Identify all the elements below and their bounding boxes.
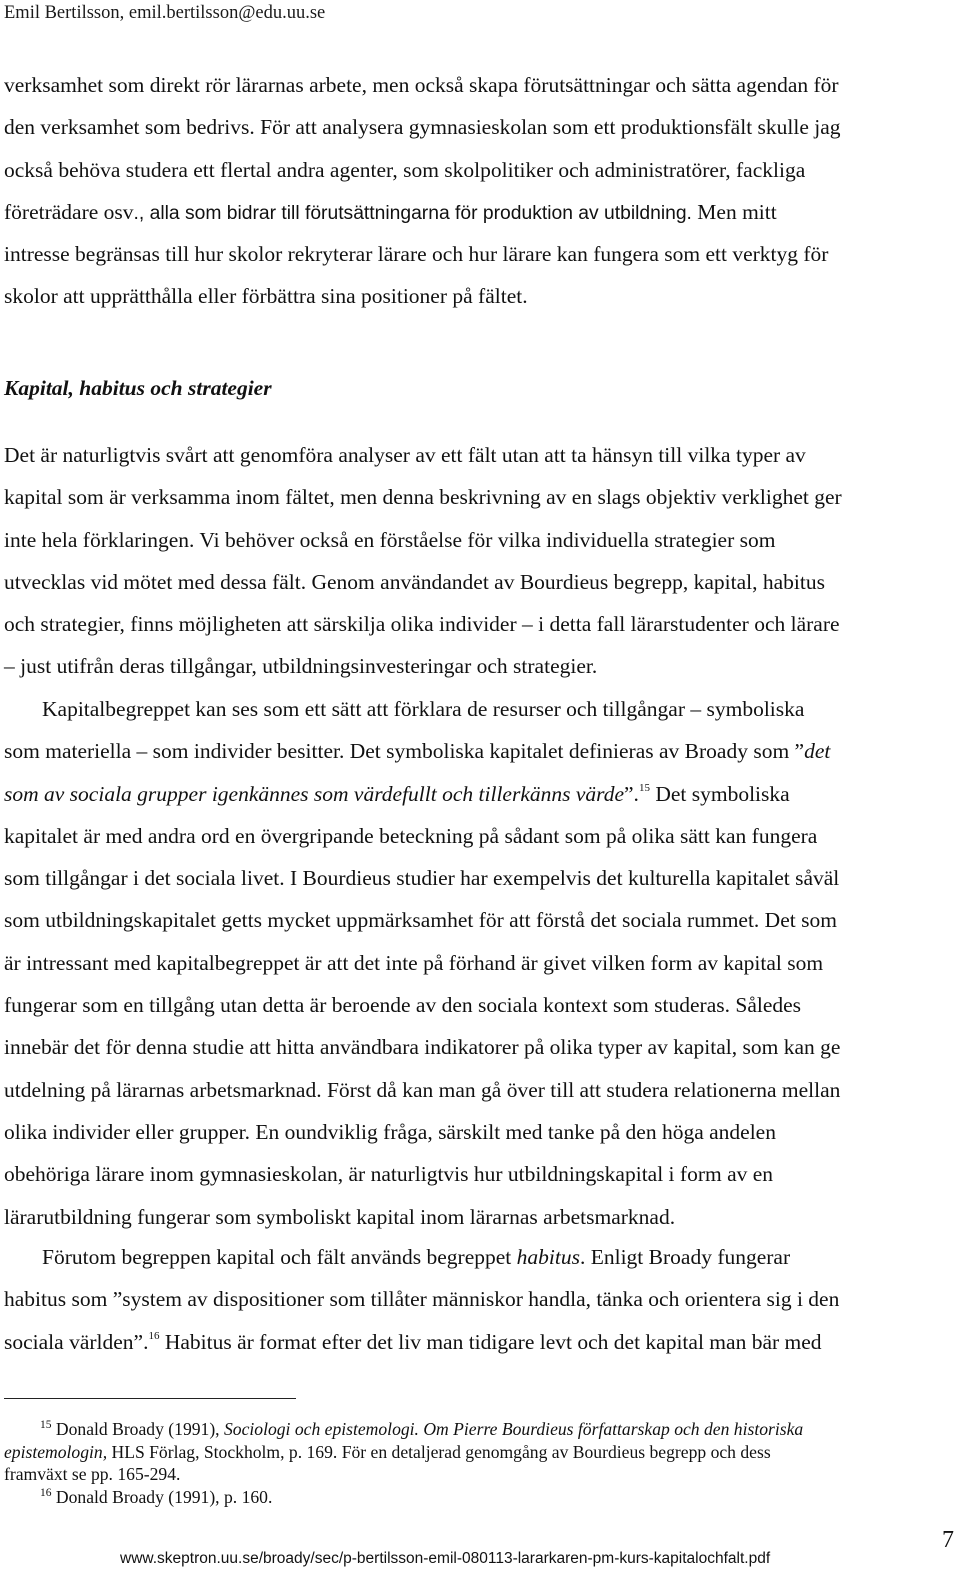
text-line [4, 773, 956, 815]
footnote-number: 16 [40, 1486, 52, 1499]
page-header: Emil Bertilsson, emil.bertilsson@edu.uu.se [4, 3, 326, 23]
text-line: utvecklas vid mötet med dessa fält. Genom användandet av Bourdieus begrepp, kapital, habitus [4, 569, 825, 594]
text-line: verksamhet som direkt rör lärarnas arbete, men också skapa förutsättningar och sätta agendan för [4, 73, 839, 97]
text-line [4, 1321, 956, 1363]
text-line: kapital som är verksamma inom fältet, men denna beskrivning av en slags objektiv verklighet ger [4, 485, 842, 510]
quote-italic: det [804, 739, 831, 764]
paragraph-capital-intro [4, 434, 956, 688]
text-segment: Habitus är format efter det liv man tidigare levt och det kapital man bär med [159, 1329, 822, 1354]
paragraph-capital-concept [4, 688, 956, 1238]
text-segment: ”. [624, 781, 639, 806]
footnote-15-line [4, 1441, 956, 1464]
text-line: och strategier, finns möjligheten att särskilja olika individer – i detta fall lärarstudenter och lärare [4, 612, 840, 637]
text-line [4, 191, 956, 233]
footnote-16-line [4, 1486, 956, 1509]
footnote-marker[interactable]: 16 [148, 1329, 160, 1342]
text-line: lärarutbildning fungerar som symboliskt kapital inom lärarnas arbetsmarknad. [4, 1204, 676, 1229]
footnote-divider [4, 1398, 296, 1399]
text-line: den verksamhet som bedrivs. För att analysera gymnasieskolan som ett produktionsfält skulle jag [4, 115, 841, 140]
paragraph-habitus [4, 1236, 956, 1363]
text-segment: företrädare osv [4, 199, 134, 224]
text-line: är intressant med kapitalbegreppet är att det inte på förhand är givet vilken form av kapital som [4, 950, 824, 975]
text-segment: Donald Broady (1991), p. 160. [51, 1486, 273, 1507]
text-line: innebär det för denna studie att hitta användbara indikatorer på olika typer av kapital, som kan ge [4, 1035, 841, 1060]
text-line: olika individer eller grupper. En oundviklig fråga, särskilt med tanke på den höga andelen [4, 1119, 776, 1144]
text-line [4, 730, 956, 772]
text-segment: Men mitt [691, 199, 777, 224]
text-segment: som materiella – som individer besitter. Det symboliska kapitalet definieras av Broady som ” [4, 739, 805, 764]
source-url[interactable]: www.skeptron.uu.se/broady/sec/p-bertilsson-emil-080113-lararkaren-pm-kurs-kapitalochfalt.pdf [120, 1550, 771, 1567]
text-segment: sociala världen”. [4, 1329, 149, 1354]
footnotes [4, 1418, 956, 1508]
text-line: utdelning på lärarnas arbetsmarknad. Först då kan man gå över till att studera relationerna mellan [4, 1077, 841, 1102]
section-heading: Kapital, habitus och strategier [4, 376, 272, 400]
footnote-marker[interactable]: 15 [638, 781, 650, 794]
text-segment: . Enligt Broady fungerar [579, 1245, 791, 1269]
text-line: också behöva studera ett flertal andra agenter, som skolpolitiker och administratörer, fackliga [4, 157, 806, 182]
footnote-15-line [4, 1418, 956, 1441]
text-segment: Det symboliska [649, 781, 790, 806]
text-line: Det är naturligtvis svårt att genomföra analyser av ett fält utan att ta hänsyn till vilka typer av [4, 443, 806, 467]
text-segment-sans: ., alla som bidrar till förutsättningarna för produktion av utbildning. [133, 202, 692, 224]
text-segment: Donald Broady (1991), [51, 1419, 224, 1439]
footnote-number: 15 [40, 1419, 52, 1431]
text-line: Kapitalbegreppet kan ses som ett sätt att förklara de resurser och tillgångar – symboliska [42, 697, 805, 721]
book-title-italic: Sociologi och epistemologi. Om Pierre Bourdieus författarskap och den historiska [223, 1419, 804, 1439]
text-line: intresse begränsas till hur skolor rekryterar lärare och hur lärare kan fungera som ett verktyg för [4, 242, 829, 267]
text-line: inte hela förklaringen. Vi behöver också en förståelse för vilka individuella strategier som [4, 527, 776, 552]
quote-italic: som av sociala grupper igenkännes som värdefullt och tillerkänns värde [4, 781, 625, 806]
paragraph-intro [4, 64, 956, 318]
text-line: skolor att upprätthålla eller förbättra sina positioner på fältet. [4, 284, 528, 309]
text-line: som utbildningskapitalet getts mycket uppmärksamhet för att förstå det sociala rummet. Det som [4, 908, 837, 933]
text-line: kapitalet är med andra ord en övergripande beteckning på sådant som på olika sätt kan fungera [4, 823, 818, 848]
page-number: 7 [942, 1527, 954, 1553]
text-line: – just utifrån deras tillgångar, utbildningsinvesteringar och strategier. [4, 654, 598, 679]
text-line [4, 1236, 956, 1278]
text-line: fungerar som en tillgång utan detta är beroende av den sociala kontext som studeras. Således [4, 993, 802, 1018]
text-line: obehöriga lärare inom gymnasieskolan, är naturligtvis hur utbildningskapital i form av en [4, 1162, 774, 1187]
text-line: som tillgångar i det sociala livet. I Bourdieus studier har exempelvis det kulturella kapitalet såväl [4, 866, 840, 891]
text-segment: HLS Förlag, Stockholm, p. 169. För en detaljerad genomgång av Bourdieus begrepp och dess [107, 1441, 771, 1462]
book-title-italic: epistemologin, [4, 1441, 108, 1462]
text-line: habitus som ”system av dispositioner som tillåter människor handla, tänka och orientera sig i den [4, 1287, 840, 1312]
text-segment: Förutom begreppen kapital och fält används begreppet [42, 1245, 517, 1269]
term-italic: habitus [516, 1245, 580, 1269]
footnote-15-line: framväxt se pp. 165-294. [4, 1464, 181, 1485]
